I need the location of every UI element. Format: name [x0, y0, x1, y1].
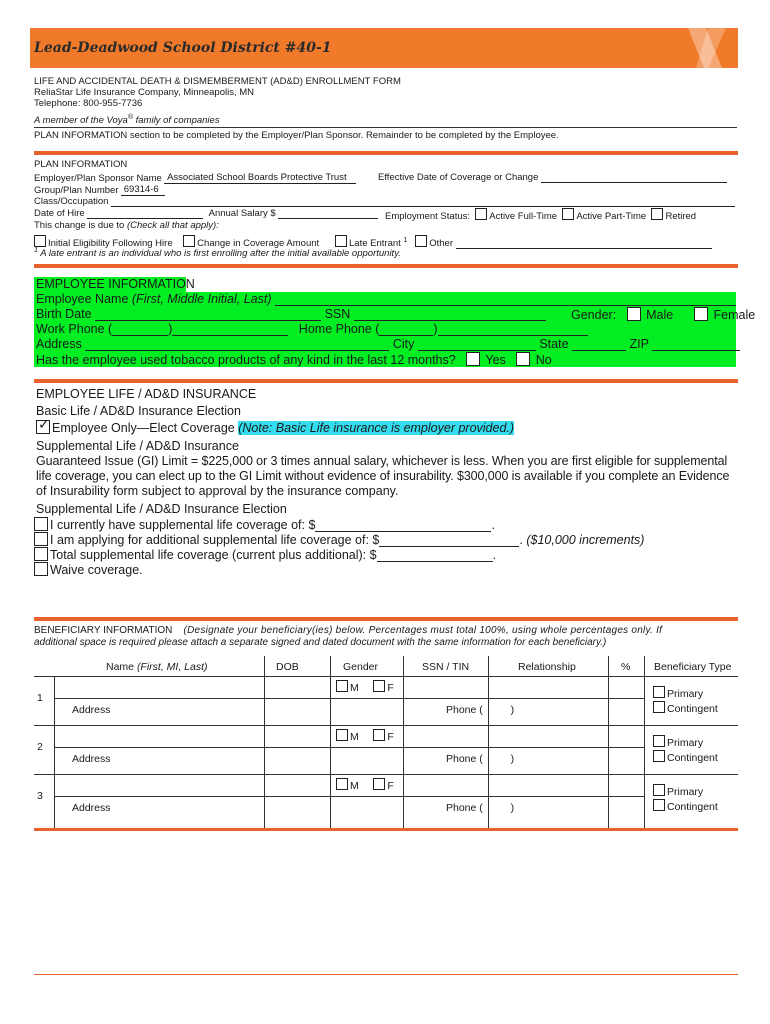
col-divider-7	[644, 656, 645, 830]
work-phone-label: Work Phone (	[36, 322, 113, 336]
gender-female-label: Female	[713, 308, 756, 322]
change-due-label: This change is due to	[34, 220, 125, 231]
change-due-row	[34, 220, 219, 231]
change-due-note: (Check all that apply):	[126, 220, 219, 231]
row-3-gender-f-label: F	[387, 780, 394, 792]
basic-elect-checkbox[interactable]	[36, 416, 50, 434]
row-2-contingent-label: Contingent	[667, 752, 718, 764]
supp-text-2: life coverage, you can elect up to the GI Limit without evidence of insurability. $300,000 is available if you complete an Evidence	[36, 469, 730, 483]
address-label: Address	[36, 337, 82, 351]
row-3-gender-m-label: M	[350, 780, 359, 792]
footer-line	[34, 974, 738, 975]
col-header-name	[106, 661, 208, 673]
initial-eligibility-checkbox[interactable]	[34, 235, 46, 247]
employee-name-hint: (First, Middle Initial, Last)	[131, 292, 272, 306]
class-row	[34, 196, 735, 207]
basic-option-row	[36, 416, 515, 435]
hire-label: Date of Hire	[34, 208, 85, 219]
tobacco-question: Has the employee used tobacco products of any kind in the last 12 months?	[36, 353, 456, 367]
initial-eligibility-label: Initial Eligibility Following Hire	[48, 238, 173, 249]
supp-current-row	[34, 517, 495, 532]
row-2-contingent-checkbox[interactable]	[653, 750, 665, 762]
col-divider-2	[264, 656, 265, 830]
basic-option-label: Employee Only—Elect Coverage	[52, 421, 235, 435]
row-3-address-label: Address	[72, 802, 111, 814]
employee-rule	[34, 264, 738, 268]
election-heading: Supplemental Life / AD&D Insurance Election	[36, 502, 287, 516]
registered-mark: ®	[127, 114, 133, 121]
supp-applying-row	[34, 532, 644, 547]
row-3-phone-label: Phone (	[446, 802, 483, 814]
col-name-hint: (First, MI, Last)	[136, 661, 208, 673]
salary-label: Annual Salary $	[208, 208, 276, 219]
gender-male-checkbox[interactable]	[627, 307, 641, 321]
class-occupation-field[interactable]	[111, 206, 735, 207]
home-phone-area-field[interactable]	[379, 335, 433, 336]
status-retired-checkbox[interactable]	[651, 208, 663, 220]
waive-label: Waive coverage.	[50, 563, 143, 577]
gender-label: Gender:	[571, 308, 617, 322]
tobacco-no-checkbox[interactable]	[516, 352, 530, 366]
row-2-primary-label: Primary	[667, 737, 704, 749]
col-header-dob: DOB	[276, 661, 299, 673]
row-1-phone-close: )	[510, 704, 515, 716]
ssn-label: SSN	[324, 307, 351, 321]
beneficiary-instruction-line-1	[34, 625, 662, 636]
footnote-text: A late entrant is an individual who is first enrolling after the initial available opportunity.	[40, 248, 401, 260]
row-1-number: 1	[37, 692, 43, 704]
effective-row	[378, 172, 727, 183]
col-header-gender: Gender	[343, 661, 379, 673]
class-label: Class/Occupation	[34, 196, 109, 207]
row-1-primary-checkbox[interactable]	[653, 686, 665, 698]
gender-row	[571, 307, 755, 322]
row-1-inner-border	[54, 698, 644, 699]
row-1-gender	[336, 680, 394, 694]
row-1-type	[653, 686, 718, 716]
group-label: Group/Plan Number	[34, 185, 119, 196]
beneficiary-instruction-1: (Designate your beneficiary(ies) below. Percentages must total 100%, using whole percentages only. If	[183, 625, 663, 636]
row-2-primary-checkbox[interactable]	[653, 735, 665, 747]
employee-name-field[interactable]	[275, 305, 736, 306]
gender-male-label: Male	[646, 308, 674, 322]
supp-total-period: .	[492, 548, 497, 562]
supp-total-field[interactable]	[377, 561, 493, 562]
birth-date-field[interactable]	[95, 320, 321, 321]
sponsor-value: Associated School Boards Protective Trust	[167, 172, 347, 183]
row-3-primary-label: Primary	[667, 786, 704, 798]
late-entrant-label: Late Entrant	[349, 238, 401, 249]
tobacco-yes-checkbox[interactable]	[466, 352, 480, 366]
status-label: Employment Status:	[385, 211, 471, 222]
phone-row	[36, 322, 588, 336]
employee-name-row	[36, 292, 736, 306]
basic-election-heading: Basic Life / AD&D Insurance Election	[36, 404, 241, 418]
coverage-change-label: Change in Coverage Amount	[197, 238, 320, 249]
supp-applying-period: .	[519, 533, 523, 547]
status-retired-label: Retired	[665, 211, 697, 222]
row-3-phone-close: )	[510, 802, 515, 814]
plan-heading: PLAN INFORMATION	[34, 159, 128, 170]
row-3-name-field[interactable]	[55, 775, 264, 796]
row-3-gender-f-checkbox[interactable]	[373, 778, 385, 790]
row-2-type	[653, 735, 718, 765]
row-3-gender	[336, 778, 394, 792]
row-2-gender-f-checkbox[interactable]	[373, 729, 385, 741]
row-1-contingent-label: Contingent	[667, 703, 718, 715]
annual-salary-field[interactable]	[278, 218, 378, 219]
home-phone-paren: )	[433, 322, 438, 336]
other-checkbox[interactable]	[415, 235, 427, 247]
waive-row	[34, 562, 143, 577]
birth-date-label: Birth Date	[36, 307, 92, 321]
row-3-gender-m-checkbox[interactable]	[336, 778, 348, 790]
row-3-contingent-label: Contingent	[667, 801, 718, 813]
state-field[interactable]	[572, 350, 626, 351]
row-1-gender-f-label: F	[387, 682, 394, 694]
work-phone-paren: )	[168, 322, 173, 336]
check-icon: ✓	[38, 416, 50, 432]
supp-heading: Supplemental Life / AD&D Insurance	[36, 439, 239, 453]
row-2-gender-m-checkbox[interactable]	[336, 729, 348, 741]
work-phone-area-field[interactable]	[112, 335, 168, 336]
birth-date-row	[36, 307, 546, 321]
state-label: State	[539, 337, 569, 351]
supp-total-checkbox[interactable]	[34, 547, 48, 561]
company-name: ReliaStar Life Insurance Company, Minneapolis, MN	[34, 87, 255, 98]
row-2-name-field[interactable]	[55, 726, 264, 747]
beneficiary-rule	[34, 617, 738, 621]
col-name-label: Name	[106, 661, 135, 673]
member-suffix: family of companies	[132, 115, 220, 127]
insurance-rule	[34, 379, 738, 383]
supp-total-row	[34, 547, 496, 562]
row-3-contingent-checkbox[interactable]	[653, 799, 665, 811]
group-row	[34, 184, 165, 196]
row-2-inner-border	[54, 747, 644, 748]
supp-text-3: of Insurability form subject to approval by the insurance company.	[36, 484, 399, 498]
status-fulltime-label: Active Full-Time	[489, 211, 558, 222]
row-3-inner-border	[54, 796, 644, 797]
col-header-percent: %	[621, 661, 631, 673]
section-instruction: PLAN INFORMATION section to be completed by the Employer/Plan Sponsor. Remainder to be completed by the Employee.	[34, 130, 559, 141]
tobacco-yes-label: Yes	[485, 353, 506, 367]
col-divider-6	[608, 656, 609, 830]
group-number-field[interactable]	[121, 184, 165, 196]
home-phone-field[interactable]	[438, 335, 588, 336]
address-row	[36, 337, 740, 351]
row-2-gender-f-label: F	[387, 731, 394, 743]
employee-heading: EMPLOYEE INFORMATION	[36, 277, 195, 291]
beneficiary-table	[34, 656, 738, 830]
row-3-phone	[446, 802, 514, 814]
effective-label: Effective Date of Coverage or Change	[378, 172, 539, 183]
district-title: Lead-Deadwood School District #40-1	[34, 40, 332, 56]
col-header-relationship: Relationship	[518, 661, 576, 673]
row-2-gender	[336, 729, 394, 743]
col-divider-4	[403, 656, 404, 830]
status-parttime-checkbox[interactable]	[562, 208, 574, 220]
waive-checkbox[interactable]	[34, 562, 48, 576]
status-row	[385, 208, 696, 222]
increments-note: ($10,000 increments)	[526, 533, 645, 547]
supp-current-period: .	[491, 518, 495, 532]
row-3-number: 3	[37, 790, 43, 802]
ssn-field[interactable]	[354, 320, 546, 321]
address-field[interactable]	[85, 350, 389, 351]
member-prefix: A member of the Voya	[34, 115, 128, 127]
row-2-gender-m-label: M	[350, 731, 359, 743]
supp-current-checkbox[interactable]	[34, 517, 48, 531]
other-label: Other	[429, 238, 454, 249]
voya-logo-mark	[678, 28, 738, 68]
late-entrant-footnote-marker: 1	[403, 236, 408, 244]
group-value: 69314-6	[123, 184, 159, 195]
row-3-primary-checkbox[interactable]	[653, 784, 665, 796]
col-header-ssn: SSN / TIN	[422, 661, 470, 673]
sponsor-field[interactable]	[164, 172, 356, 184]
form-title: LIFE AND ACCIDENTAL DEATH & DISMEMBERMENT (AD&D) ENROLLMENT FORM	[34, 76, 401, 87]
row-1-primary-label: Primary	[667, 688, 704, 700]
row-1-address-label: Address	[72, 704, 111, 716]
beneficiary-heading: BENEFICIARY INFORMATION	[34, 625, 173, 636]
row-1-name-field[interactable]	[55, 677, 264, 698]
row-3-type	[653, 784, 718, 814]
row-1-gender-m-checkbox[interactable]	[336, 680, 348, 692]
footnote-marker: 1	[34, 247, 38, 254]
city-field[interactable]	[418, 350, 536, 351]
work-phone-field[interactable]	[172, 335, 288, 336]
col-divider-1	[54, 676, 55, 830]
row-2-phone	[446, 753, 514, 765]
supp-text-1: Guaranteed Issue (GI) Limit = $225,000 or 3 times annual salary, whichever is less. When you are first eligible for supplemental	[36, 454, 728, 468]
sponsor-row	[34, 172, 356, 184]
city-label: City	[392, 337, 415, 351]
member-line	[34, 114, 220, 126]
home-phone-label: Home Phone (	[298, 322, 380, 336]
status-parttime-label: Active Part-Time	[576, 211, 647, 222]
date-of-hire-field[interactable]	[87, 218, 203, 219]
row-1-gender-m-label: M	[350, 682, 359, 694]
coverage-change-checkbox[interactable]	[183, 235, 195, 247]
zip-field[interactable]	[652, 350, 740, 351]
row-2-phone-label: Phone (	[446, 753, 483, 765]
tobacco-no-label: No	[535, 353, 552, 367]
employee-name-label: Employee Name	[36, 292, 129, 306]
late-entrant-footnote	[34, 247, 401, 259]
basic-note: (Note: Basic Life insurance is employer provided.)	[238, 421, 515, 435]
effective-date-field[interactable]	[541, 182, 727, 183]
row-2-address-label: Address	[72, 753, 111, 765]
zip-label: ZIP	[629, 337, 649, 351]
tobacco-row	[36, 352, 552, 367]
supp-applying-checkbox[interactable]	[34, 532, 48, 546]
row-2-number: 2	[37, 741, 43, 753]
row-1-contingent-checkbox[interactable]	[653, 701, 665, 713]
beneficiary-bottom-rule	[34, 828, 738, 831]
header-divider	[34, 127, 737, 128]
supp-current-label: I currently have supplemental life coverage of: $	[50, 518, 316, 532]
other-field[interactable]	[456, 248, 712, 249]
sponsor-label: Employer/Plan Sponsor Name	[34, 173, 162, 184]
row-1-gender-f-checkbox[interactable]	[373, 680, 385, 692]
row-1-phone	[446, 704, 514, 716]
insurance-heading: EMPLOYEE LIFE / AD&D INSURANCE	[36, 387, 257, 401]
row-2-phone-close: )	[510, 753, 515, 765]
late-entrant-checkbox[interactable]	[335, 235, 347, 247]
company-telephone: Telephone: 800-955-7736	[34, 98, 143, 109]
supp-total-label: Total supplemental life coverage (current plus additional): $	[50, 548, 377, 562]
col-divider-3	[330, 656, 331, 830]
gender-female-checkbox[interactable]	[694, 307, 708, 321]
beneficiary-instruction-2: additional space is required please attach a separate signed and dated document with the same information for each beneficiary.)	[34, 637, 607, 648]
row-1-phone-label: Phone (	[446, 704, 483, 716]
hire-row	[34, 208, 378, 219]
col-header-type: Beneficiary Type	[654, 661, 732, 673]
supp-applying-label: I am applying for additional supplemental life coverage of: $	[50, 533, 380, 547]
plan-rule	[34, 151, 738, 155]
status-fulltime-checkbox[interactable]	[475, 208, 487, 220]
